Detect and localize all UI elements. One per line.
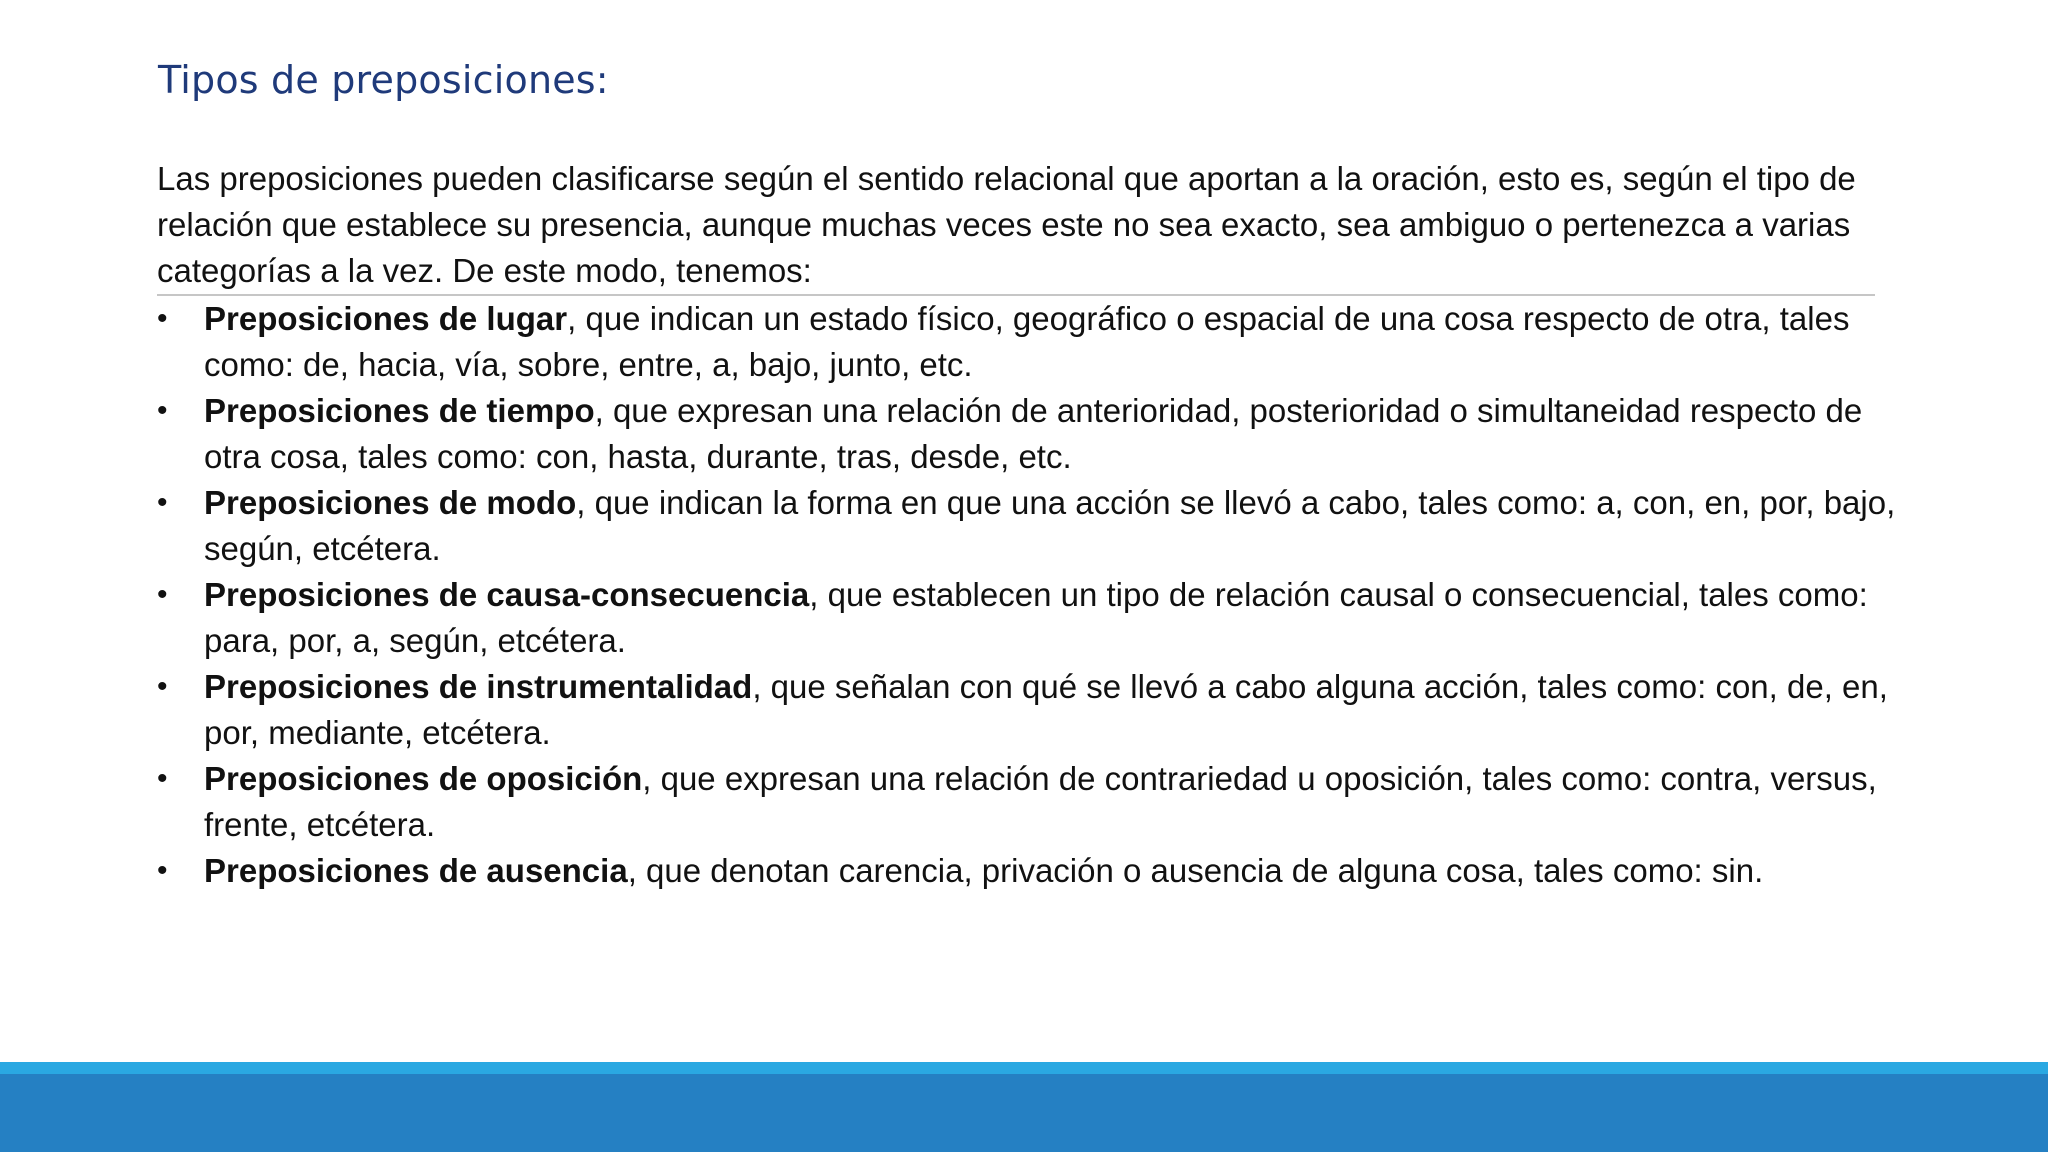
term-label: Preposiciones de ausencia	[204, 852, 628, 889]
list-item-oposicion	[157, 756, 1917, 848]
term-label: Preposiciones de modo	[204, 484, 577, 521]
list-item-instrumentalidad	[157, 664, 1917, 756]
list-item-ausencia	[157, 848, 1917, 894]
term-label: Preposiciones de oposición	[204, 760, 643, 797]
term-label: Preposiciones de lugar	[204, 300, 568, 337]
term-label: Preposiciones de tiempo	[204, 392, 595, 429]
bullet-icon: •	[157, 394, 168, 427]
intro-paragraph: Las preposiciones pueden clasificarse según el sentido relacional que aportan a la oración, esto es, según el tipo de relación que establece su presencia, aunque muchas veces este no sea exacto, sea ambiguo o pertenezca a varias categorías a la vez. De este modo, tenemos:	[157, 160, 1856, 289]
term-label: Preposiciones de causa-consecuencia	[204, 576, 810, 613]
preposition-type-list	[157, 296, 1917, 894]
bullet-icon: •	[157, 854, 168, 887]
term-description: , que establecen un tipo de relación causal o consecuencial, tales como: para, por, a, según, etcétera.	[204, 576, 1868, 659]
term-description: , que expresan una relación de contrariedad u oposición, tales como: contra, versus, frente, etcétera.	[204, 760, 1877, 843]
term-description: , que denotan carencia, privación o ausencia de alguna cosa, tales como: sin.	[627, 852, 1764, 889]
slide-body	[157, 156, 1917, 894]
slide-title: Tipos de preposiciones:	[158, 58, 609, 102]
footer-accent-line	[0, 1062, 2048, 1074]
list-item-lugar	[157, 296, 1917, 388]
list-item-modo	[157, 480, 1917, 572]
bullet-icon: •	[157, 670, 168, 703]
bullet-icon: •	[157, 486, 168, 519]
term-description: , que expresan una relación de anterioridad, posterioridad o simultaneidad respecto de otra cosa, tales como: con, hasta, durante, tras, desde, etc.	[204, 392, 1863, 475]
list-item-causa-consecuencia	[157, 572, 1917, 664]
bullet-icon: •	[157, 762, 168, 795]
term-description: , que indican un estado físico, geográfico o espacial de una cosa respecto de otra, tales como: de, hacia, vía, sobre, entre, a, bajo, junto, etc.	[204, 300, 1850, 383]
bullet-icon: •	[157, 578, 168, 611]
footer-bar	[0, 1074, 2048, 1152]
term-description: , que indican la forma en que una acción se llevó a cabo, tales como: a, con, en, por, bajo, según, etcétera.	[204, 484, 1896, 567]
bullet-icon: •	[157, 302, 168, 335]
term-label: Preposiciones de instrumentalidad	[204, 668, 753, 705]
term-description: , que señalan con qué se llevó a cabo alguna acción, tales como: con, de, en, por, mediante, etcétera.	[204, 668, 1888, 751]
list-item-tiempo	[157, 388, 1917, 480]
